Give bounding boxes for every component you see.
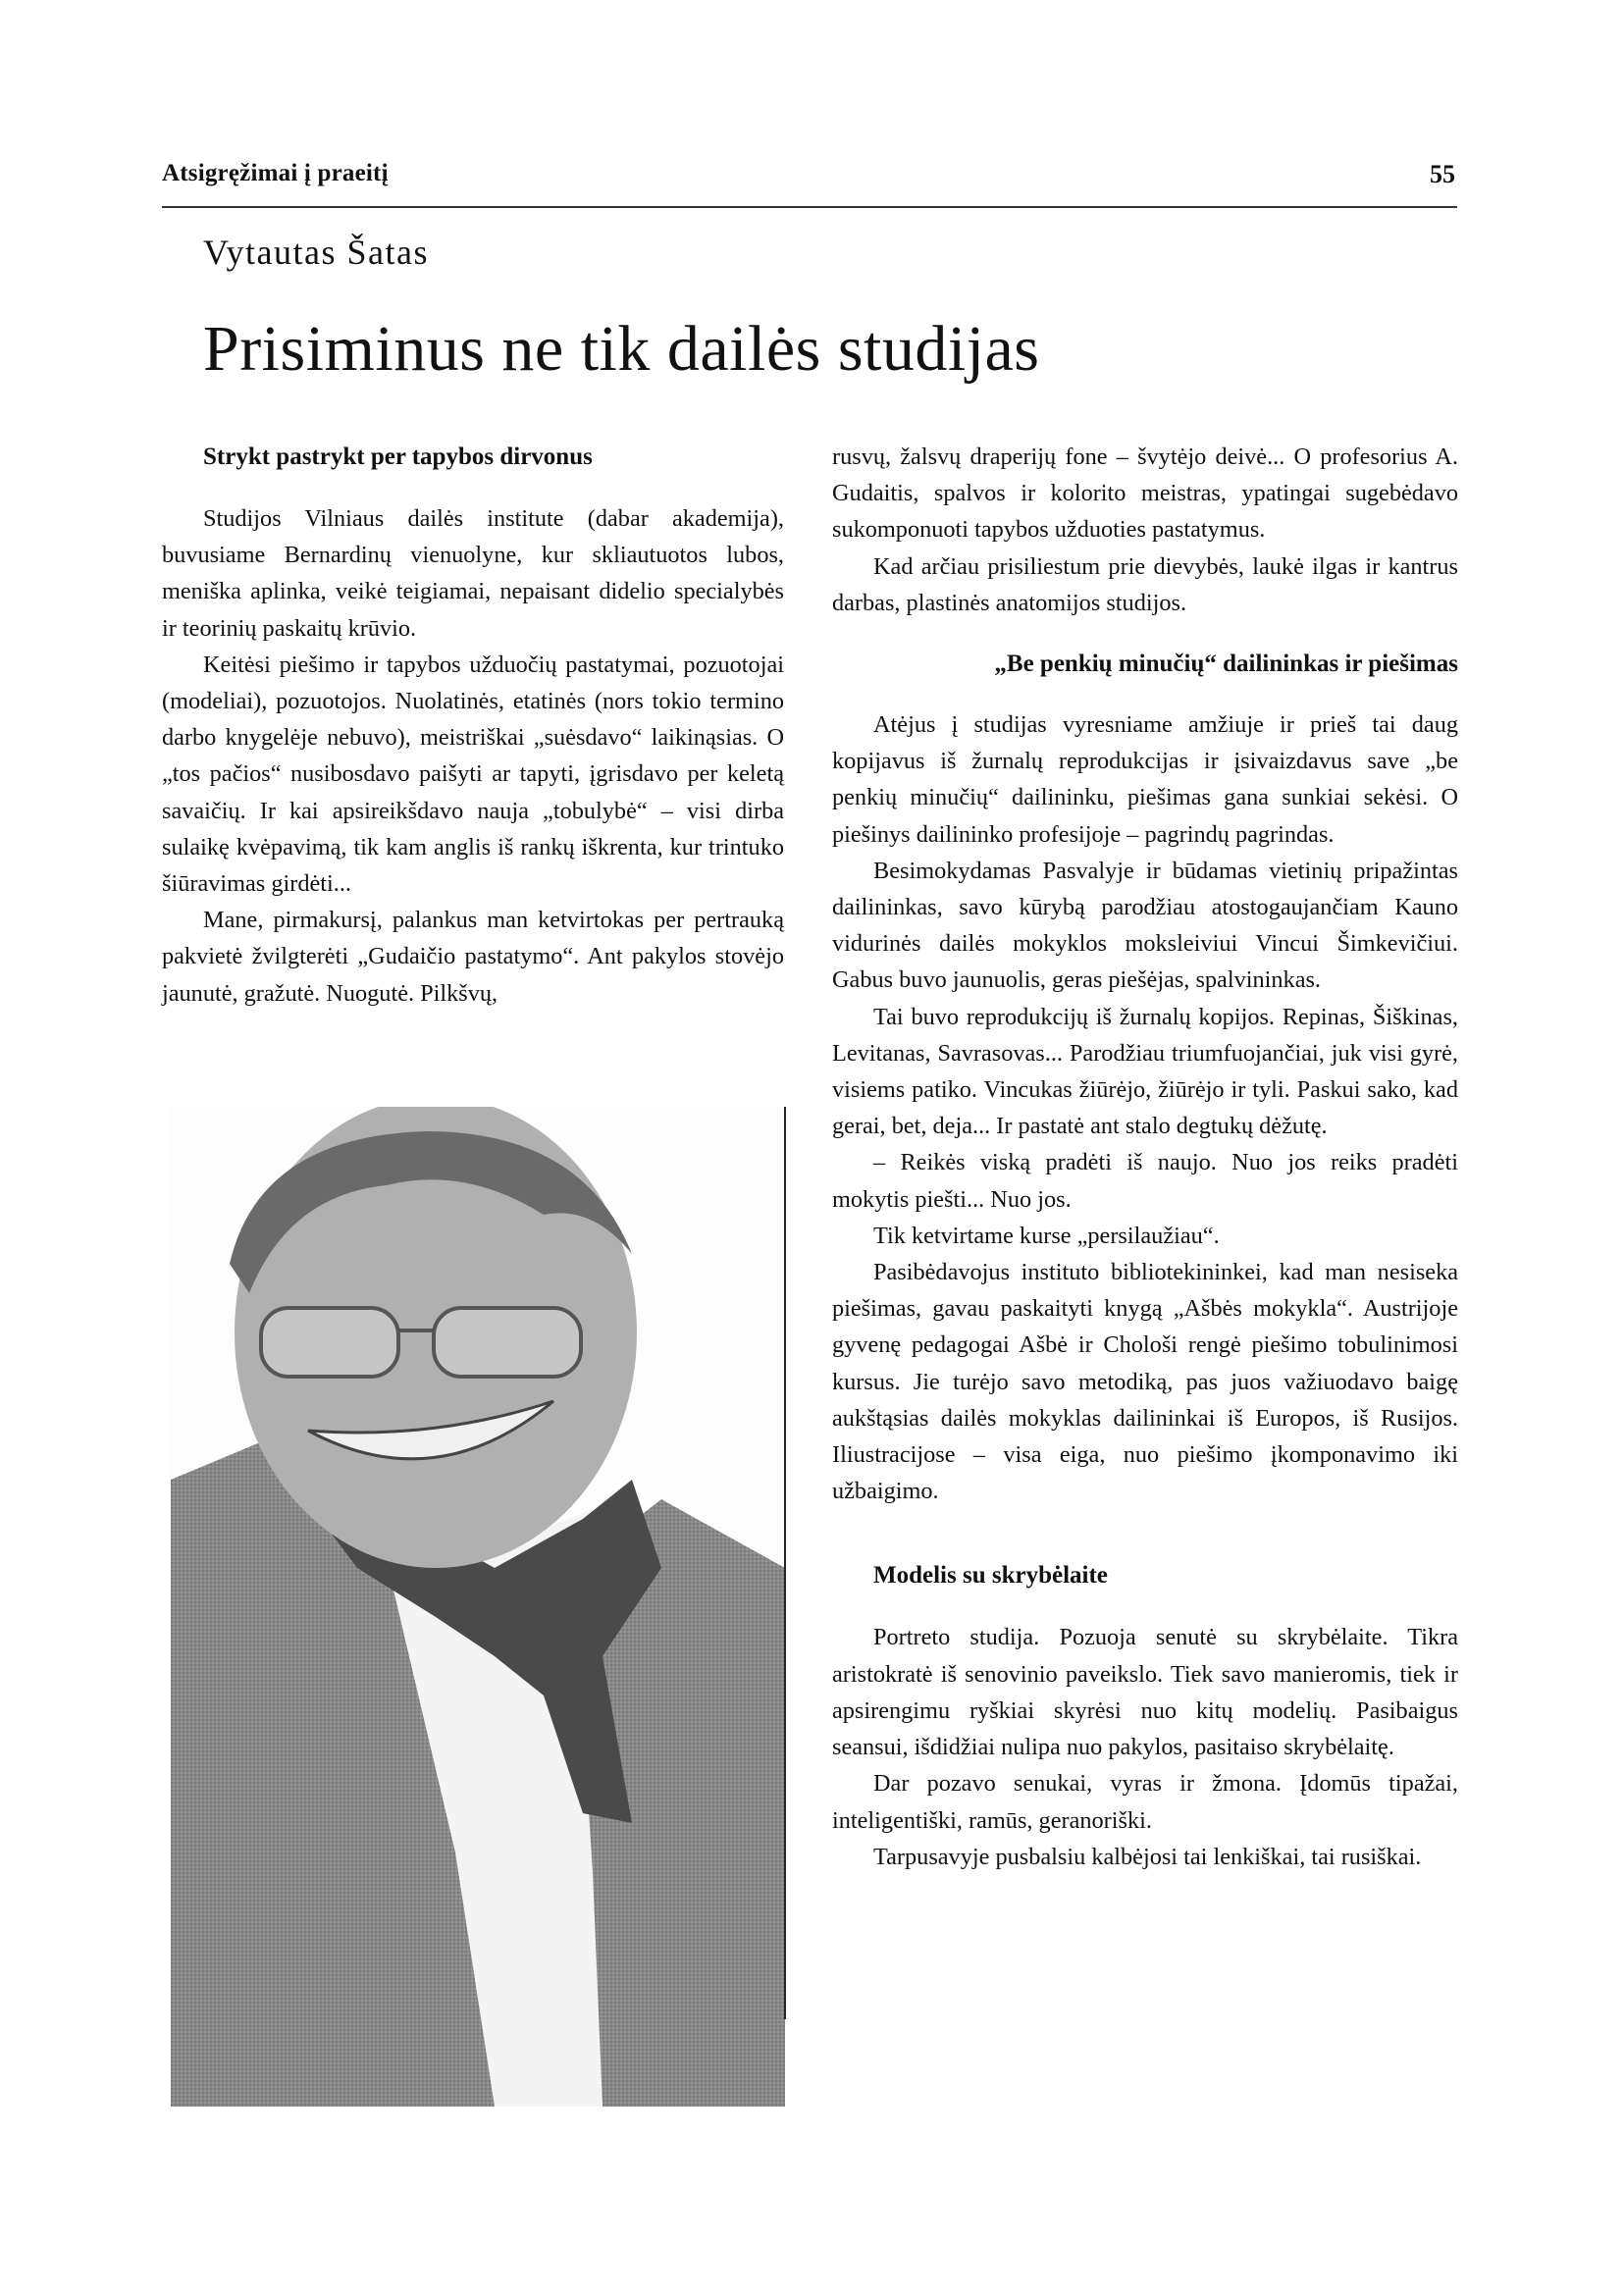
paragraph: Kad arčiau prisiliestum prie dievybės, laukė ilgas ir kantrus darbas, plastinės anatomijos studijos.	[832, 552, 1458, 616]
right-column	[832, 439, 1458, 1875]
paragraph: Mane, pirmakursį, palankus man ketvirtokas per pertrauką pakvietė žvilgterėti „Gudaičio pastatymo“. Ant pakylos stovėjo jaunutė, gražutė. Nuogutė. Pilkšvų,	[162, 907, 784, 1007]
author-portrait-photo	[171, 1107, 785, 2107]
left-column	[162, 439, 784, 1012]
paragraph: Besimokydamas Pasvalyje ir būdamas vietinių pripažintas dailininkas, savo kūrybą parodžiau atostogaujančiam Kauno vidurinės dailės mokyklos moksleiviui Vincui Šimkevičiui. Gabus buvo jaunuolis, geras piešėjas, spalvininkas.	[832, 857, 1458, 994]
paragraph: Tai buvo reprodukcijų iš žurnalų kopijos. Repinas, Šiškinas, Levitanas, Savrasovas... Parodžiau triumfuojančiai, juk visi gyrė, visiems patiko. Vincukas žiūrėjo, žiūrėjo ir tyli. Paskui sako, kad gerai, bet, deja... Ir pastatė ant stalo degtukų dėžutę.	[832, 1003, 1458, 1140]
paragraph: rusvų, žalsvų draperijų fone – švytėjo deivė... O profesorius A. Gudaitis, spalvos ir kolorito meistras, ypatingai sugebėdavo sukomponuoti tapybos užduoties pastatymus.	[832, 443, 1458, 544]
article-title: Prisiminus ne tik dailės studijas	[203, 313, 1040, 385]
photo-edge-line	[784, 1107, 786, 2019]
paragraph: Tarpusavyje pusbalsiu kalbėjosi tai lenkiškai, tai rusiškai.	[873, 1843, 1422, 1870]
section-title: Atsigręžimai į praeitį	[162, 160, 389, 186]
page-number: 55	[1430, 160, 1455, 188]
portrait-illustration	[171, 1107, 785, 2107]
paragraph: Portreto studija. Pozuoja senutė su skrybėlaite. Tikra aristokratė iš senovinio paveikslo. Tiek savo manieromis, tiek ir apsirengimu ryškiai skyrėsi nuo kitų modelių. Pasibaigus seansui, išdidžiai nulipa nuo pakylos, pasitaiso skrybėlaitę.	[832, 1624, 1458, 1761]
paragraph: Atėjus į studijas vyresniame amžiuje ir prieš tai daug kopijavus iš žurnalų reprodukcijas ir įsivaizdavus save „be penkių minučių“ dailininku, piešimas gana sunkiai sekėsi. O piešinys dailininko profesijoje – pagrindų pagrindas.	[832, 711, 1458, 848]
glasses-left	[261, 1308, 398, 1377]
paragraph: – Reikės viską pradėti iš naujo. Nuo jos reiks pradėti mokytis piešti... Nuo jos.	[832, 1149, 1458, 1213]
section-heading: „Be penkių minučių“ dailininkas ir piešimas	[994, 651, 1458, 678]
paragraph: Keitėsi piešimo ir tapybos užduočių pastatymai, pozuotojai (modeliai), pozuotojos. Nuolatinės, etatinės (nors tokio termino darbo knygelėje nebuvo), meistriškai „suėsdavo“ laikinąsias. O „tos pačios“ nusibosdavo paišyti ar tapyti, įgrisdavo per keletą savaičių. Ir kai apsireikšdavo nauja „tobulybė“ – visi dirba sulaikę kvėpavimą, tik kam anglis iš rankų iškrenta, kur trintuko šiūravimas girdėti...	[162, 651, 784, 898]
paragraph: Pasibėdavojus instituto bibliotekininkei, kad man nesiseka piešimas, gavau paskaityti knygą „Ašbės mokykla“. Austrijoje gyvenę pedagogai Ašbė ir Chološi rengė piešimo tobulinimosi kursus. Jie turėjo savo metodiką, pas juos važiuodavo baigę aukštąsias dailės mokyklas dailininkai iš Europos, iš Rusijos. Iliustracijose – visa eiga, nuo piešimo įkomponavimo iki užbaigimo.	[832, 1259, 1458, 1505]
glasses-right	[434, 1308, 581, 1377]
paragraph: Tik ketvirtame kurse „persilaužiau“.	[873, 1222, 1220, 1249]
section-heading: Modelis su skrybėlaite	[873, 1562, 1108, 1590]
article-author: Vytautas Šatas	[203, 233, 429, 272]
running-head	[162, 160, 1457, 199]
header-rule	[162, 206, 1457, 208]
section-heading: Strykt pastrykt per tapybos dirvonus	[203, 443, 593, 470]
paragraph: Dar pozavo senukai, vyras ir žmona. Įdomūs tipažai, inteligentiški, ramūs, geranoriški.	[832, 1770, 1458, 1834]
paragraph: Studijos Vilniaus dailės institute (dabar akademija), buvusiame Bernardinų vienuolyne, kur skliautuotos lubos, meniška aplinka, veikė teigiamai, nepaisant didelio specialybės ir teorinių paskaitų krūvio.	[162, 505, 784, 642]
